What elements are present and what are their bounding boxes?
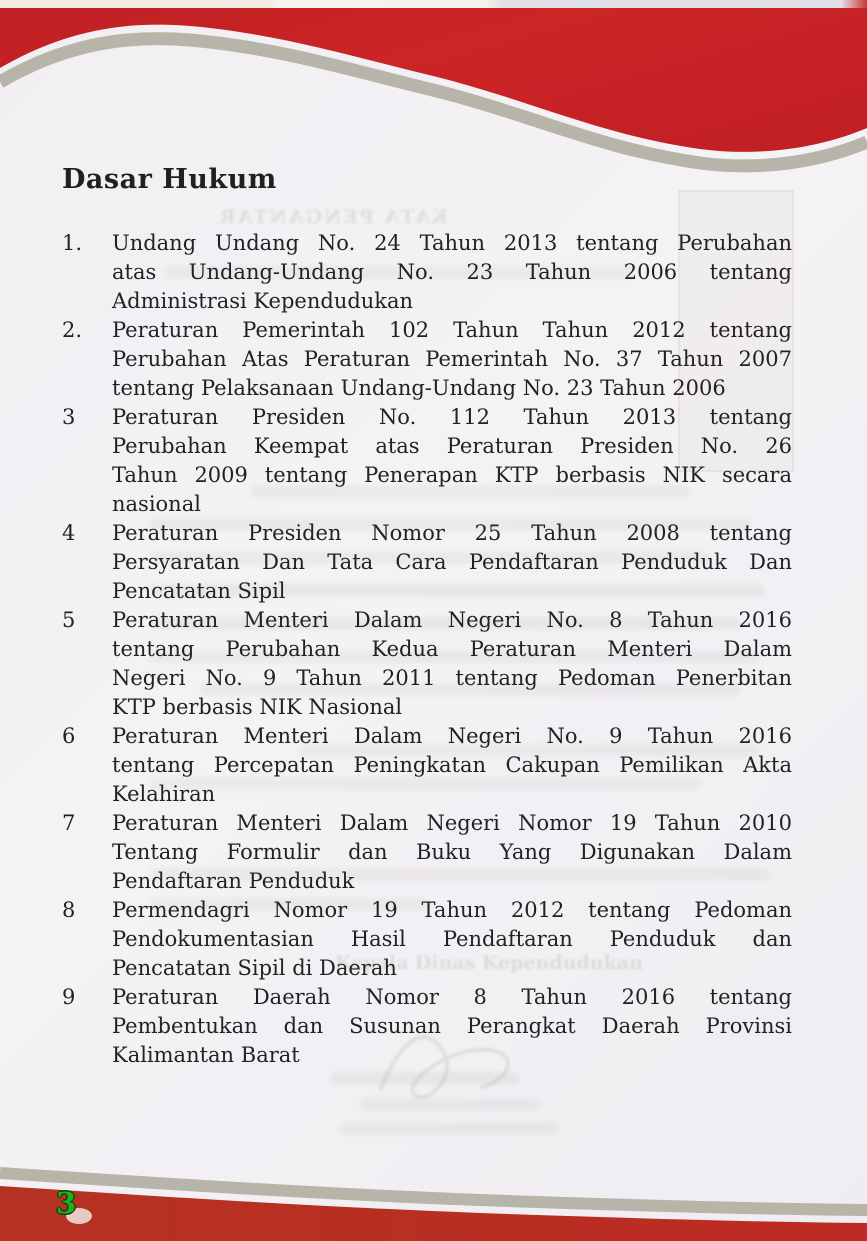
- list-item-line: Peraturan Presiden No. 112 Tahun 2013 tentang: [112, 405, 792, 429]
- list-item-line: tentang Percepatan Peningkatan Cakupan Pemilikan Akta: [112, 753, 792, 777]
- list-item-line: Administrasi Kependudukan: [112, 289, 414, 313]
- list-item-number: 3: [62, 405, 76, 429]
- list-item-line: Kelahiran: [112, 782, 216, 806]
- list-item-line: Peraturan Menteri Dalam Negeri No. 9 Tahun 2016: [112, 724, 792, 748]
- bottom-banner-graphic: [0, 1166, 867, 1241]
- scan-edge-strip: [0, 0, 867, 8]
- page-title: Dasar Hukum: [62, 164, 277, 195]
- list-item: [62, 809, 792, 896]
- list-item: [62, 316, 792, 403]
- list-item: [62, 983, 792, 1070]
- list-item-number: 4: [62, 521, 76, 545]
- list-item-line: tentang Pelaksanaan Undang-Undang No. 23 Tahun 2006: [112, 376, 726, 400]
- list-item-line: Perubahan Atas Peraturan Pemerintah No. 37 Tahun 2007: [112, 347, 792, 371]
- legal-basis-list: [62, 229, 792, 1070]
- list-item: [62, 722, 792, 809]
- list-item-line: Persyaratan Dan Tata Cara Pendaftaran Penduduk Dan: [112, 550, 792, 574]
- page-number: 3: [56, 1186, 77, 1220]
- list-item: [62, 403, 792, 519]
- list-item-line: tentang Perubahan Kedua Peraturan Menteri Dalam: [112, 637, 792, 661]
- list-item-number: 6: [62, 724, 76, 748]
- list-item-line: Pendaftaran Penduduk: [112, 869, 355, 893]
- list-item-number: 9: [62, 985, 76, 1009]
- list-item-line: Kalimantan Barat: [112, 1043, 300, 1067]
- list-item-line: atas Undang-Undang No. 23 Tahun 2006 tentang: [112, 260, 792, 284]
- list-item-line: Peraturan Menteri Dalam Negeri Nomor 19 Tahun 2010: [112, 811, 792, 835]
- list-item-line: Peraturan Pemerintah 102 Tahun Tahun 2012 tentang: [112, 318, 792, 342]
- list-item-line: KTP berbasis NIK Nasional: [112, 695, 403, 719]
- list-item-line: Tentang Formulir dan Buku Yang Digunakan Dalam: [112, 840, 792, 864]
- list-item-line: Peraturan Daerah Nomor 8 Tahun 2016 tentang: [112, 985, 792, 1009]
- list-item-line: Perubahan Keempat atas Peraturan Presiden No. 26: [112, 434, 792, 458]
- top-red-band: [0, 8, 867, 152]
- list-item-line: nasional: [112, 492, 201, 516]
- list-item-line: Pendokumentasian Hasil Pendaftaran Penduduk dan: [112, 927, 792, 951]
- list-item-line: Pencatatan Sipil di Daerah: [112, 956, 397, 980]
- list-item-line: Tahun 2009 tentang Penerapan KTP berbasis NIK secara: [112, 463, 792, 487]
- list-item-line: Undang Undang No. 24 Tahun 2013 tentang Perubahan: [112, 231, 792, 255]
- bleed-through-heading: KATA PENGANTAR: [217, 206, 448, 228]
- list-item-line: Pembentukan dan Susunan Perangkat Daerah Provinsi: [112, 1014, 792, 1038]
- list-item-line: Permendagri Nomor 19 Tahun 2012 tentang Pedoman: [112, 898, 792, 922]
- list-item: [62, 229, 792, 316]
- bleed-through-line: [340, 1122, 560, 1135]
- bleed-through-kepala-line: Kepala Dinas Kependudukan: [335, 952, 643, 974]
- list-item-number: 8: [62, 898, 76, 922]
- list-item-number: 2.: [62, 318, 83, 342]
- list-item-number: 7: [62, 811, 76, 835]
- top-banner-graphic: [0, 0, 867, 175]
- list-item-line: Peraturan Menteri Dalam Negeri No. 8 Tahun 2016: [112, 608, 792, 632]
- list-item: [62, 606, 792, 722]
- list-item: [62, 519, 792, 606]
- list-item-line: Negeri No. 9 Tahun 2011 tentang Pedoman Penerbitan: [112, 666, 792, 690]
- list-item-line: Pencatatan Sipil: [112, 579, 286, 603]
- list-item-line: Peraturan Presiden Nomor 25 Tahun 2008 tentang: [112, 521, 792, 545]
- list-item-number: 5: [62, 608, 76, 632]
- list-item-number: 1.: [62, 231, 83, 255]
- list-item: [62, 896, 792, 983]
